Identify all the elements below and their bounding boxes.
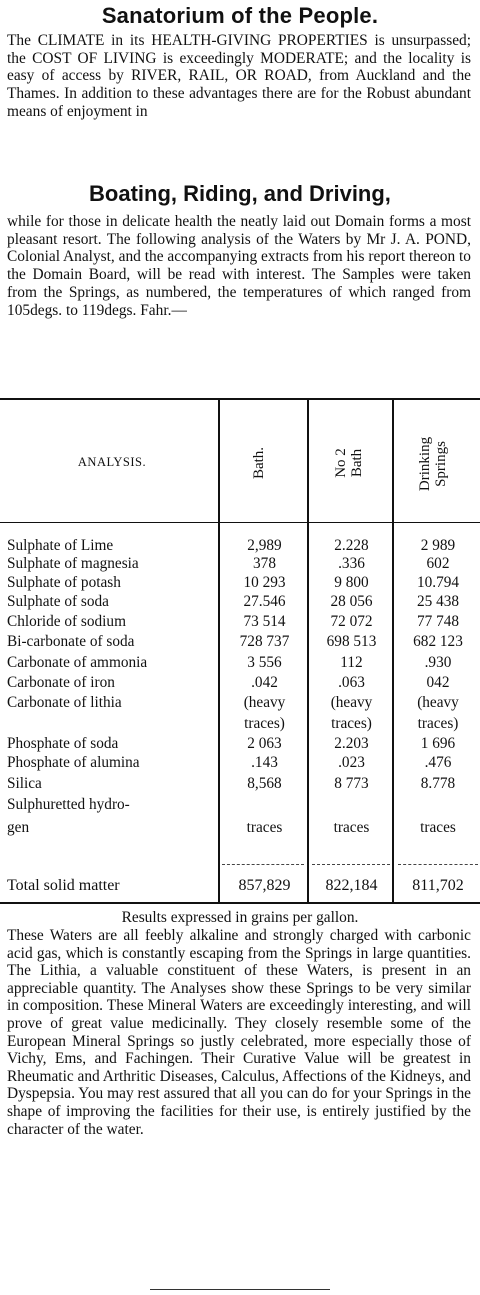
row-value: traces <box>333 819 370 836</box>
table-row <box>0 592 480 612</box>
row-name: Total solid matter <box>7 877 120 894</box>
row-value: .336 <box>338 555 365 572</box>
total-rule <box>398 864 478 865</box>
row-name: Silica <box>7 775 42 792</box>
row-name: Sulphuretted hydro- <box>7 796 130 813</box>
conclusion-paragraph: These Waters are all feebly alkaline and strongly charged with carbonic acid gas, which is constantly escaping from the Springs in large quantities. The Lithia, a valuable constituent of these Waters, is present in an appreciable quantity. The Analyses show these Springs to be very similar in composition. These Mineral Waters are exceedingly interesting, and will prove of great value medicinally. They closely resemble some of the European Mineral Springs so justly celebrated, more especially those of Vichy, Ems, and Fachingen. Their Curative Value will be greatest in Rheumatic and Arthritic Diseases, Calculus, Affections of the Kidneys, and Dyspepsia. You may rest assured that all you can do for your Springs in the shape of improving the facilities for their use, is entirely justified by the character of the water. <box>7 927 471 1138</box>
table-row <box>0 818 480 838</box>
row-name: gen <box>7 819 30 836</box>
intro-paragraph: The CLIMATE in its HEALTH-GIVING PROPERTIES is unsurpassed; the COST OF LIVING is exceedingly MODERATE; and the locality is easy of access by RIVER, RAIL, OR ROAD, from Auckland and the Thames. In addition to these advantages there are for the Robust abundant means of enjoyment in <box>7 32 471 120</box>
row-value: .143 <box>251 754 278 771</box>
row-value: 042 <box>426 674 450 691</box>
total-row <box>0 876 480 896</box>
row-value: 2.203 <box>334 735 369 752</box>
table-row <box>0 573 480 593</box>
row-value: .063 <box>338 674 365 691</box>
row-value: 1 696 <box>420 735 456 752</box>
row-name: Sulphate of potash <box>7 574 121 591</box>
row-name: Sulphate of Lime <box>7 537 114 554</box>
row-value: 2,989 <box>247 537 282 554</box>
table-row <box>0 753 480 773</box>
row-value: 698 513 <box>326 633 377 650</box>
row-name: Phosphate of soda <box>7 735 119 752</box>
row-value: 728 737 <box>239 633 290 650</box>
row-value: 9 800 <box>334 574 369 591</box>
table-row <box>0 673 480 693</box>
column-header-line: No 2 <box>333 448 349 478</box>
table-header-rule <box>0 522 480 523</box>
row-value: traces) <box>331 715 372 732</box>
row-value: .023 <box>338 754 365 771</box>
results-note: Results expressed in grains per gallon. <box>121 909 359 926</box>
row-value: 822,184 <box>325 877 378 894</box>
description-paragraph: while for those in delicate health the neatly laid out Domain forms a most pleasant resort. The following analysis of the Waters by Mr J. A. POND, Colonial Analyst, and the accompanying extracts from his report thereon to the Domain Board, will be read with interest. The Samples were taken from the Springs, as numbered, the temperatures of which ranged from 105degs. to 119degs. Fahr.— <box>7 213 471 319</box>
row-value: (heavy <box>417 694 459 711</box>
row-value: 73 514 <box>243 613 286 630</box>
row-name: Sulphate of magnesia <box>7 555 139 572</box>
row-name: Carbonate of ammonia <box>7 654 148 671</box>
row-value: 10.794 <box>416 574 460 591</box>
row-value: 2 989 <box>420 537 456 554</box>
total-rule <box>222 864 304 865</box>
row-value: (heavy <box>243 694 286 711</box>
row-value: 25 438 <box>416 593 460 610</box>
row-value: 8 773 <box>334 775 369 792</box>
column-header-bath <box>251 413 273 513</box>
table-bottom-rule <box>0 902 480 904</box>
row-value: 112 <box>340 654 363 671</box>
subheading: Boating, Riding, and Driving, <box>89 181 391 206</box>
table-row <box>0 632 480 652</box>
row-value: 8,568 <box>247 775 282 792</box>
table-row <box>0 554 480 574</box>
row-value: traces <box>246 819 283 836</box>
row-value: 72 072 <box>330 613 373 630</box>
row-value: traces <box>420 819 456 836</box>
row-value: 77 748 <box>416 613 460 630</box>
row-value: 378 <box>253 555 276 572</box>
column-header-line: Drinking <box>417 436 433 492</box>
column-header-line: Springs <box>433 441 449 487</box>
row-value: 8.778 <box>420 775 456 792</box>
row-value: 682 123 <box>413 633 463 650</box>
row-value: 2 063 <box>247 735 282 752</box>
row-name: Phosphate of alumina <box>7 754 140 771</box>
row-name: Carbonate of lithia <box>7 694 122 711</box>
row-value: (heavy <box>330 694 373 711</box>
bottom-rule <box>150 1289 330 1290</box>
total-rule <box>312 864 390 865</box>
row-name: Chloride of sodium <box>7 613 126 630</box>
table-row <box>0 693 480 713</box>
row-value: 28 056 <box>330 593 373 610</box>
table-row <box>0 795 480 815</box>
row-value: 27.546 <box>243 593 286 610</box>
row-value: .930 <box>424 654 452 671</box>
column-header-drinking-springs <box>417 414 451 514</box>
table-row <box>0 653 480 673</box>
column-header-line: Bath. <box>251 446 267 480</box>
row-value: traces) <box>417 715 459 732</box>
analysis-header: ANALYSIS. <box>77 455 147 469</box>
table-row <box>0 734 480 754</box>
row-name: Sulphate of soda <box>7 593 109 610</box>
page-title: Sanatorium of the People. <box>101 3 379 28</box>
row-value: 3 556 <box>247 654 282 671</box>
column-header-line: Bath <box>349 448 365 478</box>
table-top-rule <box>0 398 480 400</box>
row-value: 602 <box>426 555 450 572</box>
row-value: 2.228 <box>334 537 369 554</box>
row-value: .042 <box>251 674 278 691</box>
column-header-no2-bath <box>333 413 367 513</box>
table-row <box>0 612 480 632</box>
row-name: Bi-carbonate of soda <box>7 633 135 650</box>
row-value: traces) <box>244 715 285 732</box>
row-value: 811,702 <box>412 877 464 894</box>
row-value: .476 <box>424 754 452 771</box>
table-row <box>0 774 480 794</box>
row-name: Carbonate of iron <box>7 674 115 691</box>
row-value: 857,829 <box>238 877 291 894</box>
row-value: 10 293 <box>243 574 286 591</box>
table-row <box>0 714 480 734</box>
table-row <box>0 536 480 556</box>
